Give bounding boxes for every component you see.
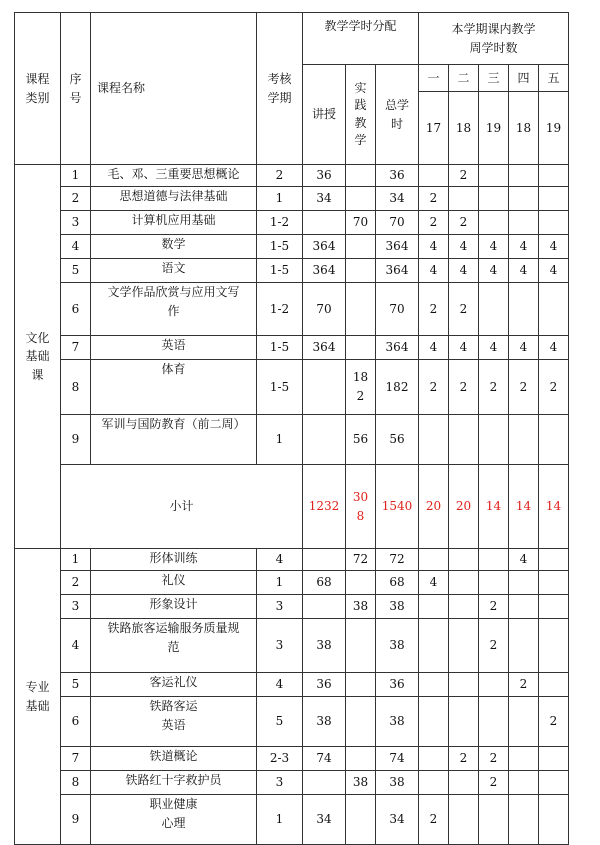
practice-hours: 56 (346, 415, 376, 465)
weekly-hours-term-1: 4 (419, 259, 449, 283)
weekly-hours-term-2: 2 (449, 360, 479, 415)
header-lecture: 讲授 (303, 65, 346, 165)
course-name: 英语 (91, 336, 257, 360)
exam-term: 3 (257, 771, 303, 795)
course-seq: 2 (61, 187, 91, 211)
total-hours: 38 (376, 619, 419, 673)
subtotal-practice: 30 8 (346, 465, 376, 549)
subtotal-weekly-term-4: 14 (509, 465, 539, 549)
exam-term: 1-5 (257, 360, 303, 415)
weekly-hours-term-3: 4 (479, 336, 509, 360)
lecture-hours (303, 360, 346, 415)
weekly-hours-term-4 (509, 165, 539, 187)
course-seq: 6 (61, 283, 91, 336)
exam-term: 1-2 (257, 283, 303, 336)
course-seq: 3 (61, 595, 91, 619)
subtotal-lecture: 1232 (303, 465, 346, 549)
weekly-hours-term-2 (449, 549, 479, 571)
exam-term: 1-5 (257, 235, 303, 259)
weekly-hours-term-3: 4 (479, 259, 509, 283)
lecture-hours (303, 211, 346, 235)
weekly-hours-term-1 (419, 165, 449, 187)
weekly-hours-term-3: 2 (479, 595, 509, 619)
total-hours: 34 (376, 187, 419, 211)
subtotal-row (15, 465, 569, 549)
total-hours: 364 (376, 336, 419, 360)
weekly-hours-term-4: 4 (509, 336, 539, 360)
table-row (15, 697, 569, 747)
weekly-hours-term-4: 2 (509, 360, 539, 415)
weekly-hours-term-5 (539, 571, 569, 595)
lecture-hours: 68 (303, 571, 346, 595)
weekly-hours-term-3: 2 (479, 619, 509, 673)
weekly-hours-term-3 (479, 415, 509, 465)
total-hours: 36 (376, 165, 419, 187)
header-weeks-2: 18 (449, 92, 479, 165)
lecture-hours (303, 771, 346, 795)
exam-term: 1 (257, 795, 303, 845)
header-exam-term: 考核 学期 (257, 13, 303, 165)
weekly-hours-term-4 (509, 771, 539, 795)
course-name: 军训与国防教育（前二周） (91, 415, 257, 465)
weekly-hours-term-5: 4 (539, 259, 569, 283)
header-course-name: 课程名称 (91, 13, 257, 165)
weekly-hours-term-5: 2 (539, 697, 569, 747)
lecture-hours: 36 (303, 673, 346, 697)
course-seq: 4 (61, 235, 91, 259)
weekly-hours-term-4 (509, 571, 539, 595)
table-row (15, 360, 569, 415)
weekly-hours-term-5 (539, 595, 569, 619)
course-seq: 1 (61, 549, 91, 571)
course-name: 铁道概论 (91, 747, 257, 771)
weekly-hours-term-3 (479, 549, 509, 571)
table-row (15, 336, 569, 360)
weekly-hours-term-2: 2 (449, 211, 479, 235)
total-hours: 56 (376, 415, 419, 465)
weekly-hours-term-3: 2 (479, 771, 509, 795)
weekly-hours-term-4 (509, 619, 539, 673)
lecture-hours: 38 (303, 697, 346, 747)
weekly-hours-term-3 (479, 165, 509, 187)
weekly-hours-term-4 (509, 187, 539, 211)
practice-hours: 72 (346, 549, 376, 571)
weekly-hours-term-4: 4 (509, 549, 539, 571)
weekly-hours-term-1 (419, 673, 449, 697)
course-name: 语文 (91, 259, 257, 283)
header-weeks-1: 17 (419, 92, 449, 165)
course-seq: 4 (61, 619, 91, 673)
weekly-hours-term-2: 4 (449, 235, 479, 259)
weekly-hours-term-2: 2 (449, 747, 479, 771)
course-seq: 6 (61, 697, 91, 747)
lecture-hours: 34 (303, 187, 346, 211)
course-name: 数学 (91, 235, 257, 259)
weekly-hours-term-3 (479, 571, 509, 595)
header-weeks-5: 19 (539, 92, 569, 165)
practice-hours (346, 165, 376, 187)
header-hours-allocation: 教学学时分配 (303, 13, 419, 65)
weekly-hours-term-2 (449, 571, 479, 595)
practice-hours (346, 697, 376, 747)
subtotal-weekly-term-3: 14 (479, 465, 509, 549)
lecture-hours (303, 415, 346, 465)
header-seq: 序 号 (61, 13, 91, 165)
weekly-hours-term-5 (539, 747, 569, 771)
weekly-hours-term-2 (449, 595, 479, 619)
total-hours: 74 (376, 747, 419, 771)
weekly-hours-term-3: 2 (479, 747, 509, 771)
table-row (15, 165, 569, 187)
course-seq: 7 (61, 747, 91, 771)
exam-term: 1 (257, 571, 303, 595)
weekly-hours-term-1: 2 (419, 187, 449, 211)
lecture-hours: 364 (303, 259, 346, 283)
course-name: 形象设计 (91, 595, 257, 619)
table-row (15, 235, 569, 259)
practice-hours (346, 187, 376, 211)
weekly-hours-term-2: 2 (449, 165, 479, 187)
course-name: 思想道德与法律基础 (91, 187, 257, 211)
header-weekly-hours: 本学期课内教学 周学时数 (419, 13, 569, 65)
course-category: 专业 基础 (15, 549, 61, 845)
course-seq: 5 (61, 673, 91, 697)
weekly-hours-term-3 (479, 673, 509, 697)
total-hours: 182 (376, 360, 419, 415)
weekly-hours-term-5 (539, 415, 569, 465)
weekly-hours-term-4 (509, 595, 539, 619)
subtotal-label: 小计 (61, 465, 303, 549)
exam-term: 1 (257, 187, 303, 211)
subtotal-weekly-term-1: 20 (419, 465, 449, 549)
header-term-1: 一 (419, 65, 449, 92)
weekly-hours-term-2 (449, 187, 479, 211)
header-term-2: 二 (449, 65, 479, 92)
lecture-hours (303, 595, 346, 619)
header-term-3: 三 (479, 65, 509, 92)
course-seq: 5 (61, 259, 91, 283)
weekly-hours-term-4 (509, 283, 539, 336)
weekly-hours-term-5 (539, 211, 569, 235)
weekly-hours-term-3 (479, 187, 509, 211)
header-weeks-3: 19 (479, 92, 509, 165)
course-seq: 9 (61, 795, 91, 845)
weekly-hours-term-1 (419, 595, 449, 619)
course-seq: 1 (61, 165, 91, 187)
course-name: 体育 (91, 360, 257, 415)
weekly-hours-term-1: 2 (419, 211, 449, 235)
course-name: 礼仪 (91, 571, 257, 595)
practice-hours: 38 (346, 771, 376, 795)
course-seq: 9 (61, 415, 91, 465)
exam-term: 3 (257, 595, 303, 619)
practice-hours (346, 235, 376, 259)
exam-term: 1-5 (257, 259, 303, 283)
course-seq: 8 (61, 771, 91, 795)
practice-hours (346, 795, 376, 845)
table-row (15, 283, 569, 336)
table-row (15, 549, 569, 571)
exam-term: 3 (257, 619, 303, 673)
subtotal-weekly-term-2: 20 (449, 465, 479, 549)
table-row (15, 619, 569, 673)
weekly-hours-term-5 (539, 187, 569, 211)
header-weeks-4: 18 (509, 92, 539, 165)
table-row (15, 795, 569, 845)
table-row (15, 747, 569, 771)
course-name: 铁路旅客运输服务质量规 范 (91, 619, 257, 673)
table-body (15, 13, 569, 845)
course-name: 文学作品欣赏与应用文写 作 (91, 283, 257, 336)
exam-term: 5 (257, 697, 303, 747)
weekly-hours-term-1: 4 (419, 235, 449, 259)
total-hours: 38 (376, 697, 419, 747)
practice-hours (346, 673, 376, 697)
course-seq: 7 (61, 336, 91, 360)
lecture-hours: 34 (303, 795, 346, 845)
weekly-hours-term-3: 4 (479, 235, 509, 259)
weekly-hours-term-5 (539, 619, 569, 673)
course-schedule-table (14, 12, 569, 845)
weekly-hours-term-2 (449, 415, 479, 465)
table-row (15, 673, 569, 697)
course-name: 计算机应用基础 (91, 211, 257, 235)
course-seq: 2 (61, 571, 91, 595)
weekly-hours-term-3 (479, 697, 509, 747)
table-row (15, 771, 569, 795)
weekly-hours-term-3 (479, 283, 509, 336)
weekly-hours-term-3: 2 (479, 360, 509, 415)
weekly-hours-term-4: 2 (509, 673, 539, 697)
weekly-hours-term-1 (419, 619, 449, 673)
table-row (15, 187, 569, 211)
weekly-hours-term-5 (539, 165, 569, 187)
table-row (15, 211, 569, 235)
practice-hours (346, 571, 376, 595)
total-hours: 70 (376, 211, 419, 235)
weekly-hours-term-1: 4 (419, 571, 449, 595)
course-name: 职业健康 心理 (91, 795, 257, 845)
practice-hours: 70 (346, 211, 376, 235)
practice-hours: 18 2 (346, 360, 376, 415)
practice-hours (346, 747, 376, 771)
weekly-hours-term-1: 2 (419, 795, 449, 845)
weekly-hours-term-4 (509, 211, 539, 235)
lecture-hours (303, 549, 346, 571)
total-hours: 364 (376, 259, 419, 283)
total-hours: 70 (376, 283, 419, 336)
table-row (15, 571, 569, 595)
weekly-hours-term-4 (509, 795, 539, 845)
total-hours: 72 (376, 549, 419, 571)
weekly-hours-term-5 (539, 283, 569, 336)
weekly-hours-term-2: 4 (449, 259, 479, 283)
table-row (15, 415, 569, 465)
header-total: 总学 时 (376, 65, 419, 165)
subtotal-total: 1540 (376, 465, 419, 549)
subtotal-weekly-term-5: 14 (539, 465, 569, 549)
weekly-hours-term-2 (449, 619, 479, 673)
weekly-hours-term-2 (449, 771, 479, 795)
weekly-hours-term-4: 4 (509, 235, 539, 259)
table-row (15, 259, 569, 283)
lecture-hours: 74 (303, 747, 346, 771)
weekly-hours-term-5 (539, 771, 569, 795)
practice-hours (346, 259, 376, 283)
header-practice: 实 践 教 学 (346, 65, 376, 165)
header-term-4: 四 (509, 65, 539, 92)
weekly-hours-term-4: 4 (509, 259, 539, 283)
total-hours: 364 (376, 235, 419, 259)
total-hours: 38 (376, 771, 419, 795)
weekly-hours-term-1: 2 (419, 283, 449, 336)
weekly-hours-term-3 (479, 211, 509, 235)
course-name: 铁路红十字救护员 (91, 771, 257, 795)
course-seq: 8 (61, 360, 91, 415)
total-hours: 34 (376, 795, 419, 845)
total-hours: 38 (376, 595, 419, 619)
weekly-hours-term-4 (509, 697, 539, 747)
course-name: 形体训练 (91, 549, 257, 571)
weekly-hours-term-5 (539, 795, 569, 845)
lecture-hours: 364 (303, 235, 346, 259)
exam-term: 1-5 (257, 336, 303, 360)
weekly-hours-term-4 (509, 747, 539, 771)
exam-term: 4 (257, 549, 303, 571)
weekly-hours-term-2 (449, 673, 479, 697)
weekly-hours-term-5: 4 (539, 235, 569, 259)
weekly-hours-term-1 (419, 747, 449, 771)
practice-hours (346, 619, 376, 673)
course-name: 客运礼仪 (91, 673, 257, 697)
weekly-hours-term-1 (419, 415, 449, 465)
weekly-hours-term-5: 4 (539, 336, 569, 360)
weekly-hours-term-5 (539, 549, 569, 571)
lecture-hours: 364 (303, 336, 346, 360)
weekly-hours-term-1 (419, 771, 449, 795)
weekly-hours-term-1 (419, 549, 449, 571)
exam-term: 1 (257, 415, 303, 465)
lecture-hours: 36 (303, 165, 346, 187)
total-hours: 68 (376, 571, 419, 595)
weekly-hours-term-5: 2 (539, 360, 569, 415)
table-row (15, 595, 569, 619)
header-term-5: 五 (539, 65, 569, 92)
exam-term: 2-3 (257, 747, 303, 771)
practice-hours (346, 336, 376, 360)
lecture-hours: 38 (303, 619, 346, 673)
weekly-hours-term-1: 4 (419, 336, 449, 360)
weekly-hours-term-3 (479, 795, 509, 845)
weekly-hours-term-2: 4 (449, 336, 479, 360)
exam-term: 1-2 (257, 211, 303, 235)
header-category: 课程 类别 (15, 13, 61, 165)
weekly-hours-term-5 (539, 673, 569, 697)
lecture-hours: 70 (303, 283, 346, 336)
weekly-hours-term-2: 2 (449, 283, 479, 336)
course-seq: 3 (61, 211, 91, 235)
practice-hours (346, 283, 376, 336)
course-name: 铁路客运 英语 (91, 697, 257, 747)
practice-hours: 38 (346, 595, 376, 619)
weekly-hours-term-2 (449, 795, 479, 845)
exam-term: 2 (257, 165, 303, 187)
weekly-hours-term-2 (449, 697, 479, 747)
course-category: 文化 基础 课 (15, 165, 61, 549)
course-name: 毛、邓、三重要思想概论 (91, 165, 257, 187)
total-hours: 36 (376, 673, 419, 697)
weekly-hours-term-1: 2 (419, 360, 449, 415)
weekly-hours-term-1 (419, 697, 449, 747)
exam-term: 4 (257, 673, 303, 697)
weekly-hours-term-4 (509, 415, 539, 465)
